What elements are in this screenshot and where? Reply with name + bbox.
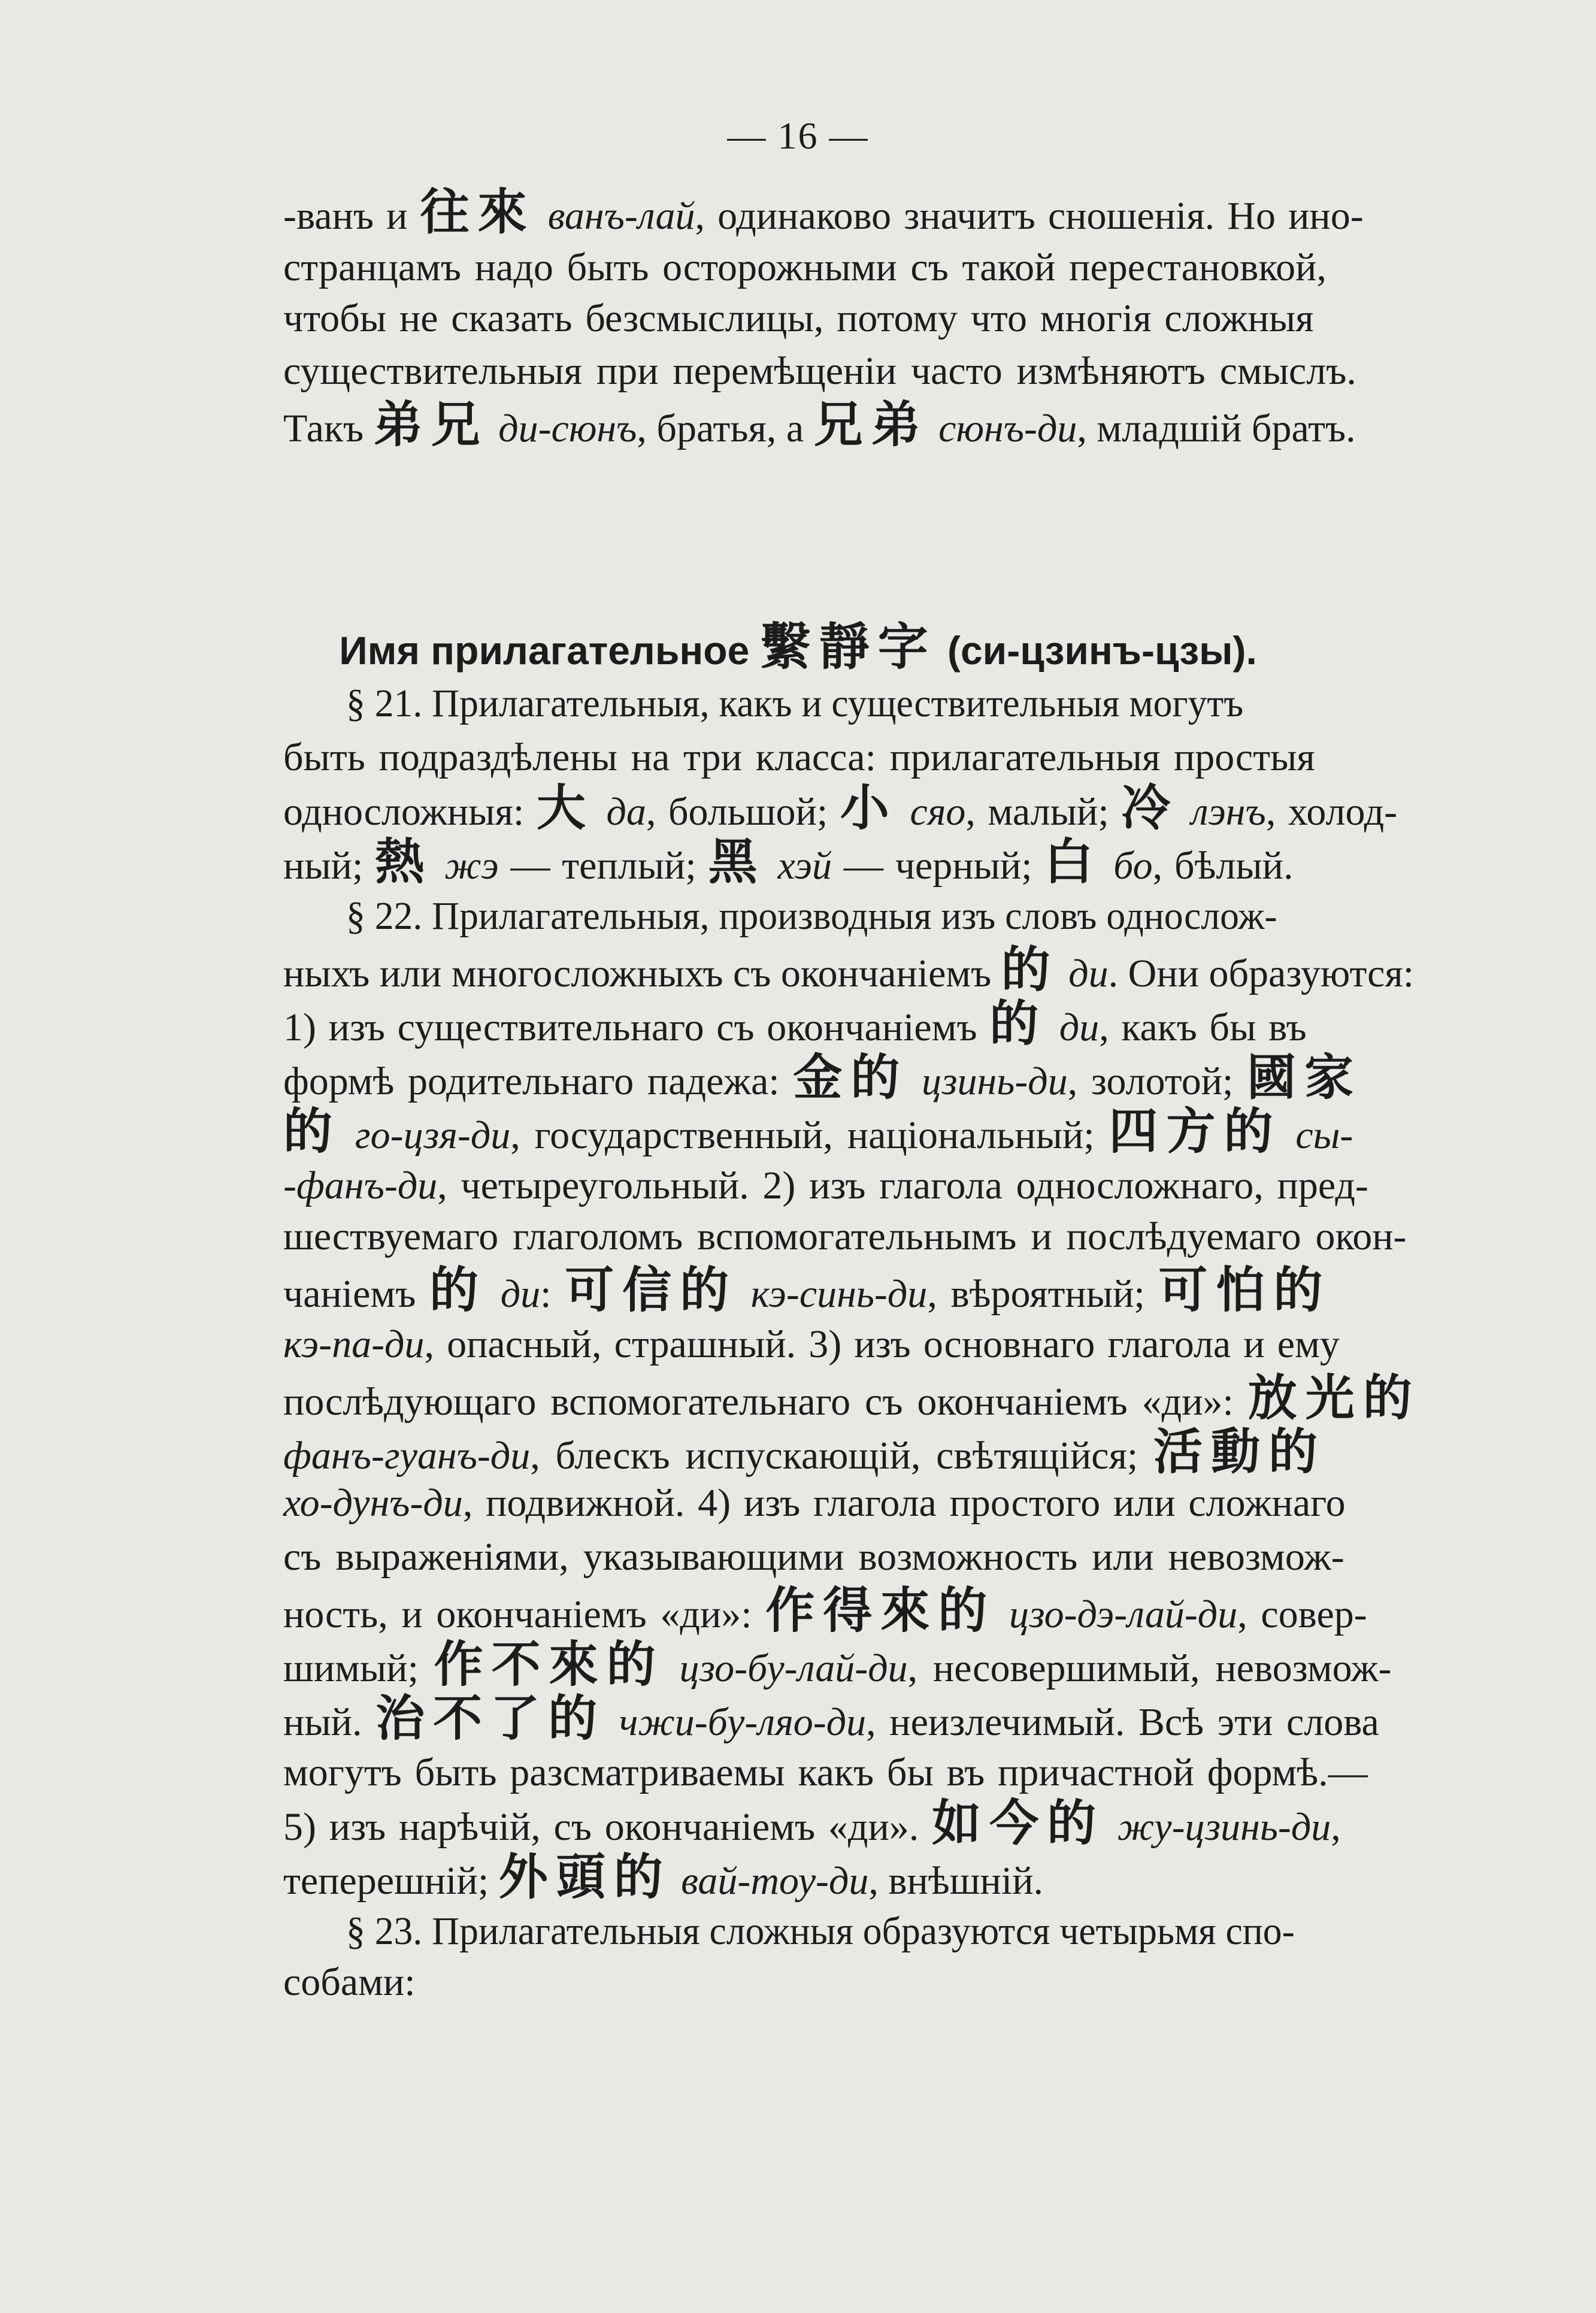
romanization: да: [606, 790, 646, 834]
romanization: жэ: [444, 844, 499, 888]
line-text: , какъ бы въ: [1099, 1006, 1307, 1049]
line-text: [432, 844, 444, 888]
chinese-characters: 國家: [1247, 1049, 1362, 1106]
chinese-characters: 兄弟: [813, 396, 929, 453]
romanization: хэй: [777, 844, 832, 888]
line-text: — теплый;: [498, 844, 708, 888]
line-text: [594, 790, 607, 834]
line-text: , опасный, страшный. 3) изъ основнаго глагола и ему: [424, 1322, 1340, 1366]
chinese-characters: 小: [840, 780, 898, 837]
text-line: [283, 1105, 1421, 1162]
text-line: [283, 1530, 1421, 1584]
romanization: бо: [1113, 844, 1153, 888]
line-text: , золотой;: [1067, 1059, 1247, 1103]
line-text: формѣ родительнаго падежа:: [283, 1059, 794, 1103]
line-text: [929, 407, 939, 450]
line-text: съ выраженіями, указывающими возможность или невозмож-: [283, 1535, 1344, 1579]
text-line: [283, 241, 1421, 295]
romanization: лэнъ: [1191, 790, 1266, 834]
line-text: , вѣроятный;: [927, 1272, 1159, 1316]
line-text: , блескъ испускающій, свѣтящійся;: [530, 1434, 1154, 1478]
line-text: , бѣлый.: [1152, 844, 1294, 888]
text-line: [283, 1318, 1421, 1372]
chinese-characters: 熱: [375, 834, 433, 891]
line-text: странцамъ надо быть осторожными съ такой перестановкой,: [283, 246, 1327, 289]
text-line: [283, 398, 1421, 456]
line-text: [1047, 1006, 1059, 1049]
text-line: [283, 782, 1421, 839]
text-line: [283, 1692, 1421, 1749]
line-text: [1282, 1113, 1296, 1157]
text-line: [283, 344, 1421, 398]
text-line: [283, 1797, 1421, 1854]
chinese-characters: 外頭的: [498, 1849, 671, 1906]
line-text: [898, 790, 910, 834]
heading-text: Имя прилагательное: [339, 628, 761, 673]
line-text: существительныя при перемѣщеніи часто измѣняютъ смыслъ.: [283, 349, 1356, 393]
line-text: § 22. Прилагательныя, производныя изъ словъ однослож-: [346, 894, 1277, 938]
text-line: [283, 1955, 1421, 2009]
chinese-characters: 作得來的: [765, 1582, 996, 1639]
line-text: -ванъ и: [283, 194, 420, 238]
line-text: ный;: [283, 844, 375, 888]
text-line: [283, 1264, 1421, 1321]
text-line: [283, 1476, 1421, 1530]
line-text: чтобы не сказать безсмыслицы, потому что многія сложныя: [283, 296, 1314, 340]
text-line: [283, 835, 1421, 893]
romanization: го-цзя-ди: [355, 1113, 511, 1157]
heading-cjk: 繫靜字: [760, 617, 937, 676]
text-line: [346, 677, 1443, 731]
line-text: [1179, 790, 1191, 834]
chinese-characters: 的: [429, 1262, 487, 1319]
line-text: — черный;: [832, 844, 1044, 888]
romanization: сюнъ-ди: [938, 407, 1077, 450]
romanization: кэ-синь-ди: [750, 1272, 928, 1316]
line-text: [535, 194, 548, 238]
line-text: [995, 1593, 1009, 1636]
line-text: односложныя:: [283, 790, 537, 834]
chinese-characters: 金的: [793, 1049, 908, 1106]
text-line: [283, 1425, 1421, 1483]
text-line: [283, 943, 1421, 1001]
line-text: послѣдующаго вспомогательнаго съ окончаніемъ «ди»:: [283, 1380, 1248, 1424]
line-text: , несовершимый, невозмож-: [907, 1646, 1392, 1690]
line-text: шимый;: [283, 1646, 434, 1690]
romanization: хо-дунъ-ди: [283, 1481, 463, 1525]
line-text: [487, 1272, 501, 1316]
text-line: [283, 1584, 1421, 1642]
chinese-characters: 四方的: [1109, 1103, 1282, 1160]
text-line: [283, 186, 1421, 243]
romanization: цзо-бу-лай-ди: [679, 1646, 908, 1690]
romanization: цзо-дэ-лай-ди: [1009, 1593, 1238, 1636]
line-text: [664, 1646, 680, 1690]
line-text: ныхъ или многосложныхъ съ окончаніемъ: [283, 952, 1001, 995]
line-text: , совер-: [1237, 1593, 1367, 1636]
line-text: , подвижной. 4) изъ глагола простого или сложнаго: [462, 1481, 1346, 1525]
line-text: Такъ: [283, 407, 374, 450]
line-text: [489, 407, 499, 450]
chinese-characters: 作不來的: [434, 1636, 664, 1693]
chinese-characters: 可怕的: [1158, 1262, 1331, 1319]
chinese-characters: 黑: [708, 834, 766, 891]
page-number: — 16 —: [727, 114, 869, 157]
chinese-characters: 白: [1044, 834, 1102, 891]
text-line: [283, 1851, 1421, 1908]
text-line: [346, 1905, 1443, 1958]
romanization: сяо: [910, 790, 966, 834]
line-text: ,: [1331, 1805, 1341, 1849]
chinese-characters: 大: [536, 780, 594, 837]
line-text: [737, 1272, 751, 1316]
line-text: [341, 1113, 355, 1157]
line-text: ный.: [283, 1700, 376, 1744]
line-text: [908, 1059, 922, 1103]
line-text: могутъ быть разсматриваемы какъ бы въ причастной формѣ.—: [283, 1751, 1368, 1794]
romanization: ди: [1068, 952, 1109, 995]
line-text: :: [540, 1272, 565, 1316]
heading-romanization: (си-цзинъ-цзы).: [936, 628, 1257, 673]
chinese-characters: 弟兄: [373, 396, 489, 453]
line-text: . Они образуются:: [1108, 952, 1415, 995]
romanization: фанъ-гуанъ-ди: [283, 1434, 531, 1478]
chinese-characters: 放光的: [1247, 1370, 1421, 1427]
text-line: [283, 997, 1421, 1055]
line-text: , одинаково значитъ сношенія. Но ино-: [695, 194, 1364, 238]
line-text: 5) изъ нарѣчій, съ окончаніемъ «ди».: [283, 1805, 932, 1849]
line-text: [605, 1700, 619, 1744]
line-text: [1104, 1805, 1117, 1849]
line-text: , неизлечимый. Всѣ эти слова: [866, 1700, 1379, 1744]
line-text: собами:: [283, 1960, 416, 2004]
chinese-characters: 可信的: [565, 1262, 738, 1319]
text-line: [283, 731, 1421, 785]
romanization: ди-сюнъ: [498, 407, 637, 450]
chinese-characters: 的: [989, 995, 1047, 1052]
line-text: , большой;: [646, 790, 840, 834]
line-text: шествуемаго глаголомъ вспомогательнымъ и послѣдуемаго окон-: [283, 1215, 1407, 1258]
chinese-characters: 冷: [1121, 780, 1179, 837]
chinese-characters: 往來: [420, 184, 535, 241]
line-text: теперешній;: [283, 1859, 499, 1903]
line-text: , братья, а: [637, 407, 814, 450]
line-text: быть подраздѣлены на три класса: прилагательныя простыя: [283, 735, 1315, 779]
text-line: [283, 1210, 1421, 1264]
line-text: , четыреугольный. 2) изъ глагола односложнаго, пред-: [437, 1164, 1368, 1207]
chinese-characters: 的: [283, 1103, 341, 1160]
romanization: ди: [1059, 1006, 1100, 1049]
text-line: [283, 1051, 1421, 1109]
line-text: § 21. Прилагательныя, какъ и существительныя могутъ: [346, 682, 1244, 725]
line-text: 1) изъ существительнаго съ окончаніемъ: [283, 1006, 990, 1049]
chinese-characters: 的: [1001, 941, 1059, 998]
line-text: [1059, 952, 1069, 995]
line-text: , внѣшній.: [868, 1859, 1044, 1903]
line-text: , младшій братъ.: [1077, 407, 1356, 450]
romanization: ванъ-лай: [547, 194, 695, 238]
romanization: ди: [500, 1272, 541, 1316]
line-text: § 23. Прилагательныя сложныя образуются четырьмя спо-: [346, 1909, 1295, 1953]
romanization: цзинь-ди: [922, 1059, 1068, 1103]
chinese-characters: 活動的: [1153, 1424, 1327, 1481]
line-text: , государственный, національный;: [510, 1113, 1109, 1157]
text-line: [283, 1746, 1421, 1800]
line-text: [1101, 844, 1113, 888]
section-heading: [0, 617, 1596, 680]
text-line: [283, 292, 1421, 346]
romanization: вай-тоу-ди: [681, 1859, 869, 1903]
line-text: [766, 844, 778, 888]
line-text: ность, и окончаніемъ «ди»:: [283, 1593, 766, 1636]
text-line: [283, 1372, 1421, 1429]
romanization: сы-: [1295, 1113, 1353, 1157]
romanization: чжи-бу-ляо-ди: [619, 1700, 867, 1744]
chinese-characters: 如今的: [932, 1795, 1105, 1852]
romanization: жу-цзинь-ди: [1117, 1805, 1331, 1849]
line-text: чаніемъ: [283, 1272, 429, 1316]
romanization: кэ-па-ди: [283, 1322, 425, 1366]
line-text: , холод-: [1265, 790, 1398, 834]
text-line: [283, 1638, 1421, 1696]
line-text: , малый;: [965, 790, 1122, 834]
text-line: [283, 1159, 1421, 1213]
line-text: [671, 1859, 682, 1903]
chinese-characters: 治不了的: [375, 1690, 606, 1747]
romanization: -фанъ-ди: [283, 1164, 438, 1207]
text-line: [346, 889, 1443, 943]
